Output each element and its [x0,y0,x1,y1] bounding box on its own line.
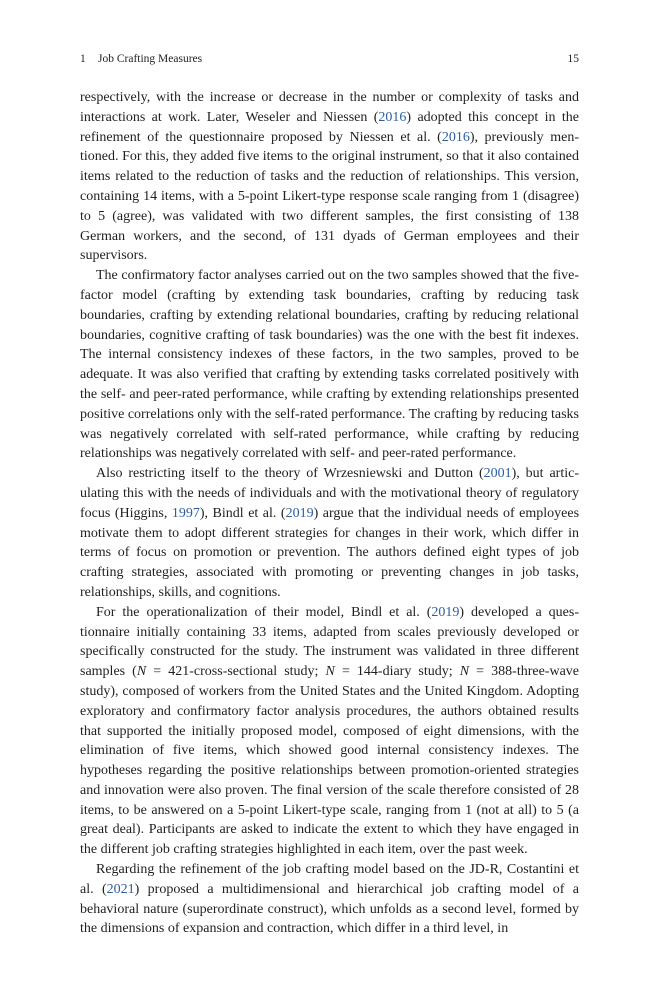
paragraph-text: ) proposed a multidimensional and hierarchical job crafting model of a behavioral nature (superordinate construct), which unfolds as a second level, formed by the dimensions of expansion and contraction, which differ in a third level, in [80,881,580,937]
citation-link[interactable]: 2016 [441,129,470,145]
italic-symbol: N [325,664,335,680]
paragraph-text: ), previously mentioned. For this, they added five items to the original instrument, so that it also contained items related to the reduction of tasks and the reduction of relationships. This version, containing 14 items, with a 5-point Likert-type response scale ranging from 1 (disagree) to 5 (agree), was validated with two different samples, the first consisting of 138 German workers, and the second, of 131 dyads of German employees and their supervisors. [80,129,579,264]
paragraph-text: ) developed a questionnaire initially containing 33 items, adapted from scales previously developed or specifically constructed for the study. The instrument was validated in three different samples ( [80,604,579,680]
paragraph-2 [80,266,579,464]
paragraph-text: ) adopted this concept in the refinement of the questionnaire proposed by Niessen et al. ( [80,109,579,145]
page-body [80,88,579,939]
paragraph-text: = 421-cross-sectional study; [146,664,326,680]
paragraph-text: = 144-diary study; [334,664,460,680]
citation-link[interactable]: 2019 [285,505,314,521]
paragraph-4 [80,603,579,860]
paragraph-3 [80,464,579,603]
paragraph-text: = 388-three-wave study), composed of workers from the United States and the United Kingdom. Adopting exploratory and confirmatory factor analysis procedures, the authors obtained results that supported the initially proposed model, composed of eight dimensions, with the elimination of five items, which showed good internal consistency indexes. The hypotheses regarding the positive relationships between promotion-oriented strategies and innovation were also proven. The final version of the scale therefore consisted of 28 items, to be answered on a 5-point Likert-type scale, ranging from 1 (not at all) to 5 (a great deal). Participants are asked to indicate the extent to which they have engaged in the different job crafting strategies highlighted in each item, over the past week. [80,664,579,858]
chapter-title: Job Crafting Measures [98,53,203,65]
paragraph-text: For the operationalization of their model, Bindl et al. ( [96,604,432,620]
citation-link[interactable]: 2016 [378,109,407,125]
running-header [80,50,579,68]
page-number: 15 [567,53,579,65]
citation-link[interactable]: 2021 [106,881,135,897]
paragraph-text: Regarding the refinement of the job crafting model based on the JD-R, Costantini et al. ( [80,862,579,897]
header-chapter [80,50,202,68]
italic-symbol: N [459,664,470,680]
citation-link[interactable]: 1997 [171,505,200,521]
paragraph-text: ), Bindl et al. ( [199,505,286,521]
paragraph-5 [80,860,579,939]
citation-link[interactable]: 2001 [483,466,512,482]
paragraph-text: respectively, with the increase or decrease in the number or complexity of tasks and interactions at work. Later, Weseler and Niessen ( [80,90,579,125]
paragraph-text: Also restricting itself to the theory of Wrzesniewski and Dutton ( [96,466,484,482]
paragraph-1 [80,88,579,266]
paragraph-text: ) argue that the individual needs of employees motivate them to adopt different strategies for changes in their work, which differ in terms of focus on promotion or prevention. The authors defined eight types of job crafting strategies, associated with promoting or preventing changes in job tasks, relationships, skills, and cognitions. [80,505,580,600]
book-page [80,50,579,939]
paragraph-text: ), but articulating this with the needs of individuals and with the motivational theory of regulatory focus (Higgins, [80,466,579,521]
chapter-number: 1 [80,53,86,65]
citation-link[interactable]: 2019 [431,604,460,620]
italic-symbol: N [136,664,147,680]
paragraph-text: The confirmatory factor analyses carried out on the two samples showed that the five-factor model (crafting by extending task boundaries, crafting by reducing task boundaries, crafting by extending relational boundaries, crafting by reducing relational boundaries, cognitive crafting of task boundaries) was the one with the best fit indexes. The internal consistency indexes of these factors, in the two samples, proved to be adequate. It was also verified that crafting by extending tasks correlated positively with the self- and peer-rated performance, while crafting by extending relationships presented positive correlations only with the self-rated performance. The crafting by reducing tasks was negatively correlated with self-rated performance, while crafting by reducing relationships was negatively correlated with self- and peer-rated performance. [80,268,579,462]
